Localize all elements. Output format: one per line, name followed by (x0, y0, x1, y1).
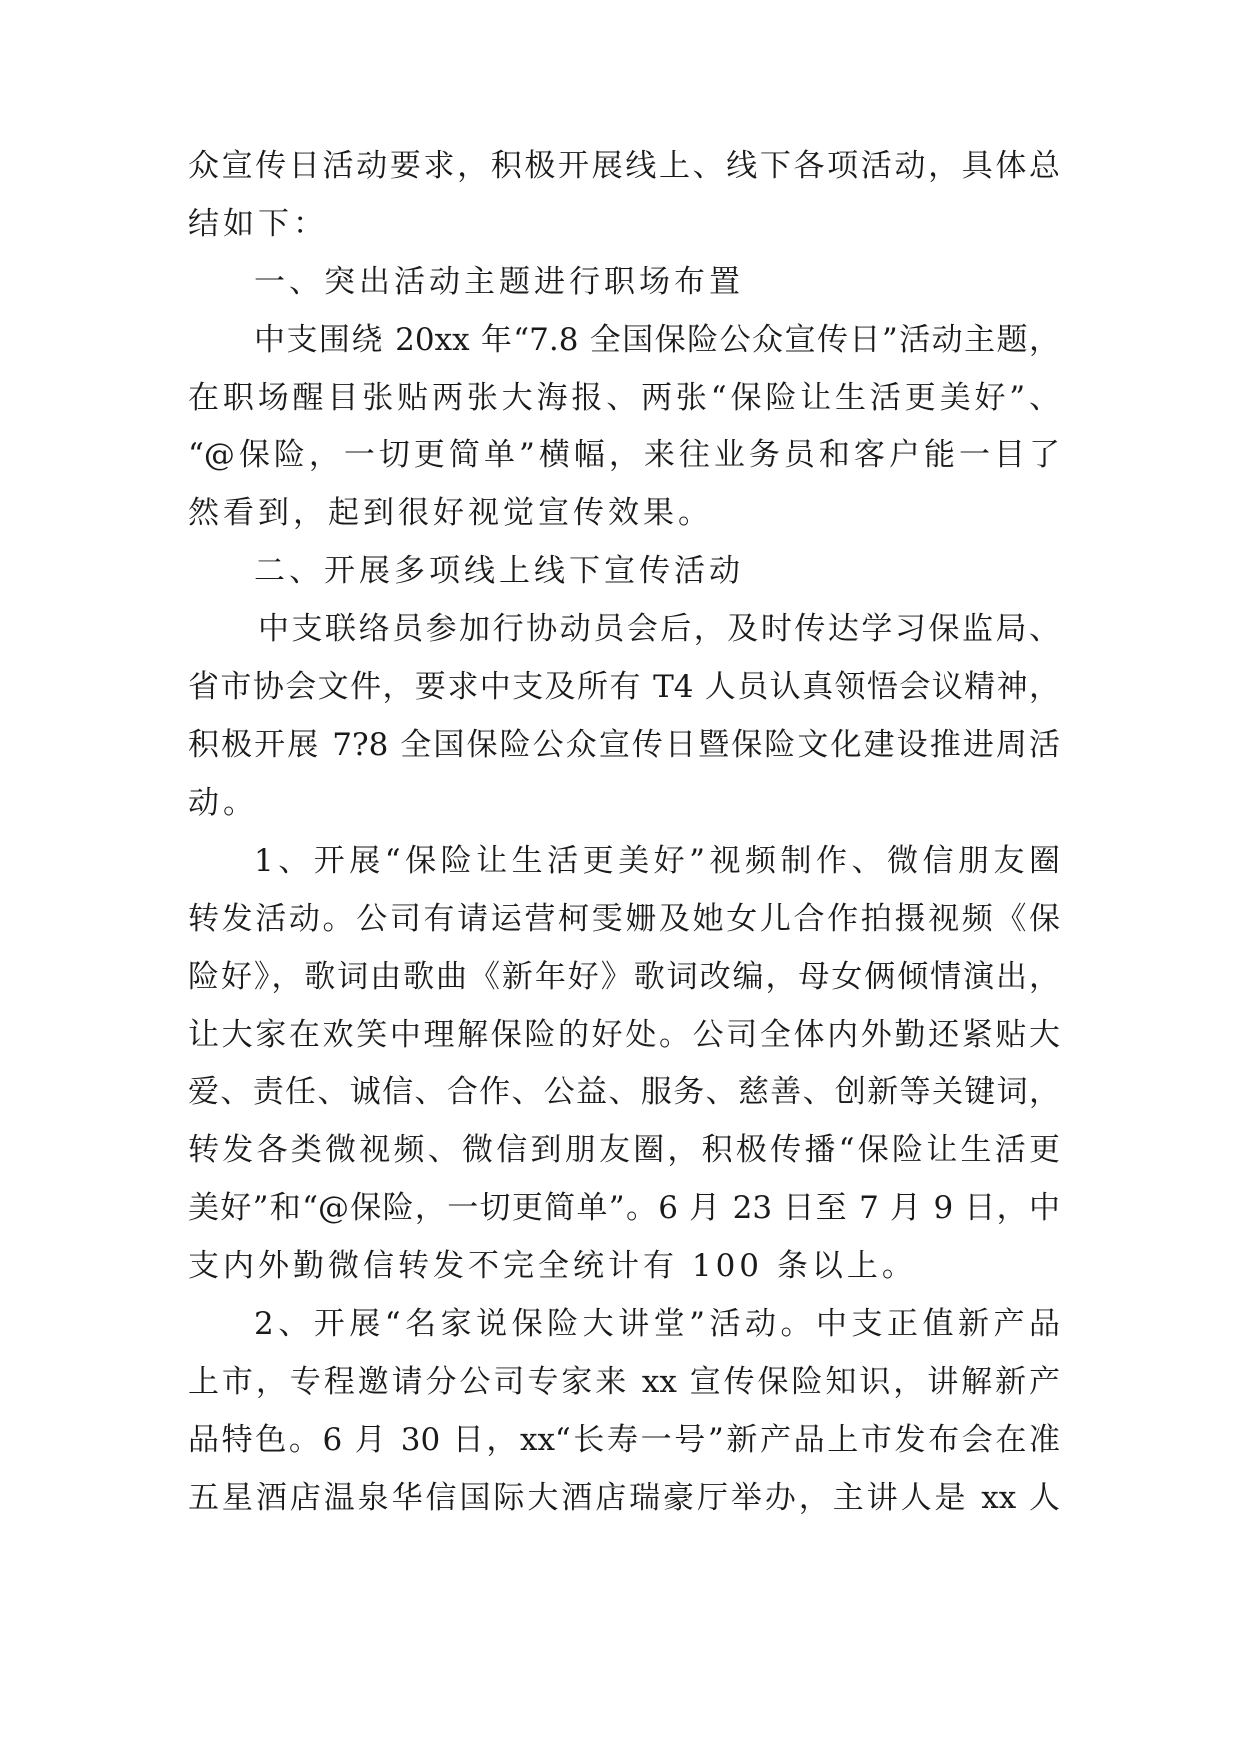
paragraph-line: 结如下： (188, 206, 328, 242)
paragraph-line: 品特色。6 月 30 日，xx“长寿一号”新产品上市发布会在准 (188, 1422, 1060, 1458)
paragraph-line: 动。 (188, 785, 258, 821)
paragraph-line: 转发活动。公司有请运营柯雯姗及她女儿合作拍摄视频《保 (188, 901, 1060, 937)
paragraph-line: 积极开展 7?8 全国保险公众宣传日暨保险文化建设推进周活 (188, 727, 1060, 763)
paragraph-line: “@保险，一切更简单”横幅，来往业务员和客户能一目了 (188, 437, 1060, 473)
list-item-2: 2、开展“名家说保险大讲堂”活动。中支正值新产品 (254, 1306, 1060, 1342)
paragraph-line: 在职场醒目张贴两张大海报、两张“保险让生活更美好”、 (188, 380, 1060, 416)
section-heading-1: 一、突出活动主题进行职场布置 (254, 264, 744, 300)
section-heading-2: 二、开展多项线上线下宣传活动 (254, 553, 744, 589)
paragraph-line: 险好》，歌词由歌曲《新年好》歌词改编，母女俩倾情演出， (188, 959, 1060, 995)
paragraph-line: 支内外勤微信转发不完全统计有 100 条以上。 (188, 1248, 917, 1284)
paragraph-line: 美好”和“@保险，一切更简单”。6 月 23 日至 7 月 9 日，中 (188, 1190, 1060, 1226)
paragraph-line: 转发各类微视频、微信到朋友圈，积极传播“保险让生活更 (188, 1132, 1060, 1168)
paragraph-line: 众宣传日活动要求，积极开展线上、线下各项活动，具体总 (188, 148, 1060, 184)
paragraph-line: 中支联络员参加行协动员会后，及时传达学习保监局、 (258, 611, 1060, 647)
paragraph-line: 上市，专程邀请分公司专家来 xx 宣传保险知识，讲解新产 (188, 1364, 1060, 1400)
paragraph-line: 中支围绕 20xx 年“7.8 全国保险公众宣传日”活动主题， (254, 322, 1060, 358)
list-item-1: 1、开展“保险让生活更美好”视频制作、微信朋友圈 (254, 843, 1060, 879)
paragraph-line: 然看到，起到很好视觉宣传效果。 (188, 495, 713, 531)
paragraph-line: 爱、责任、诚信、合作、公益、服务、慈善、创新等关键词， (188, 1074, 1060, 1110)
paragraph-line: 五星酒店温泉华信国际大酒店瑞豪厅举办，主讲人是 xx 人 (188, 1480, 1060, 1516)
paragraph-line: 省市协会文件，要求中支及所有 T4 人员认真领悟会议精神， (188, 669, 1060, 705)
paragraph-line: 让大家在欢笑中理解保险的好处。公司全体内外勤还紧贴大 (188, 1017, 1060, 1053)
